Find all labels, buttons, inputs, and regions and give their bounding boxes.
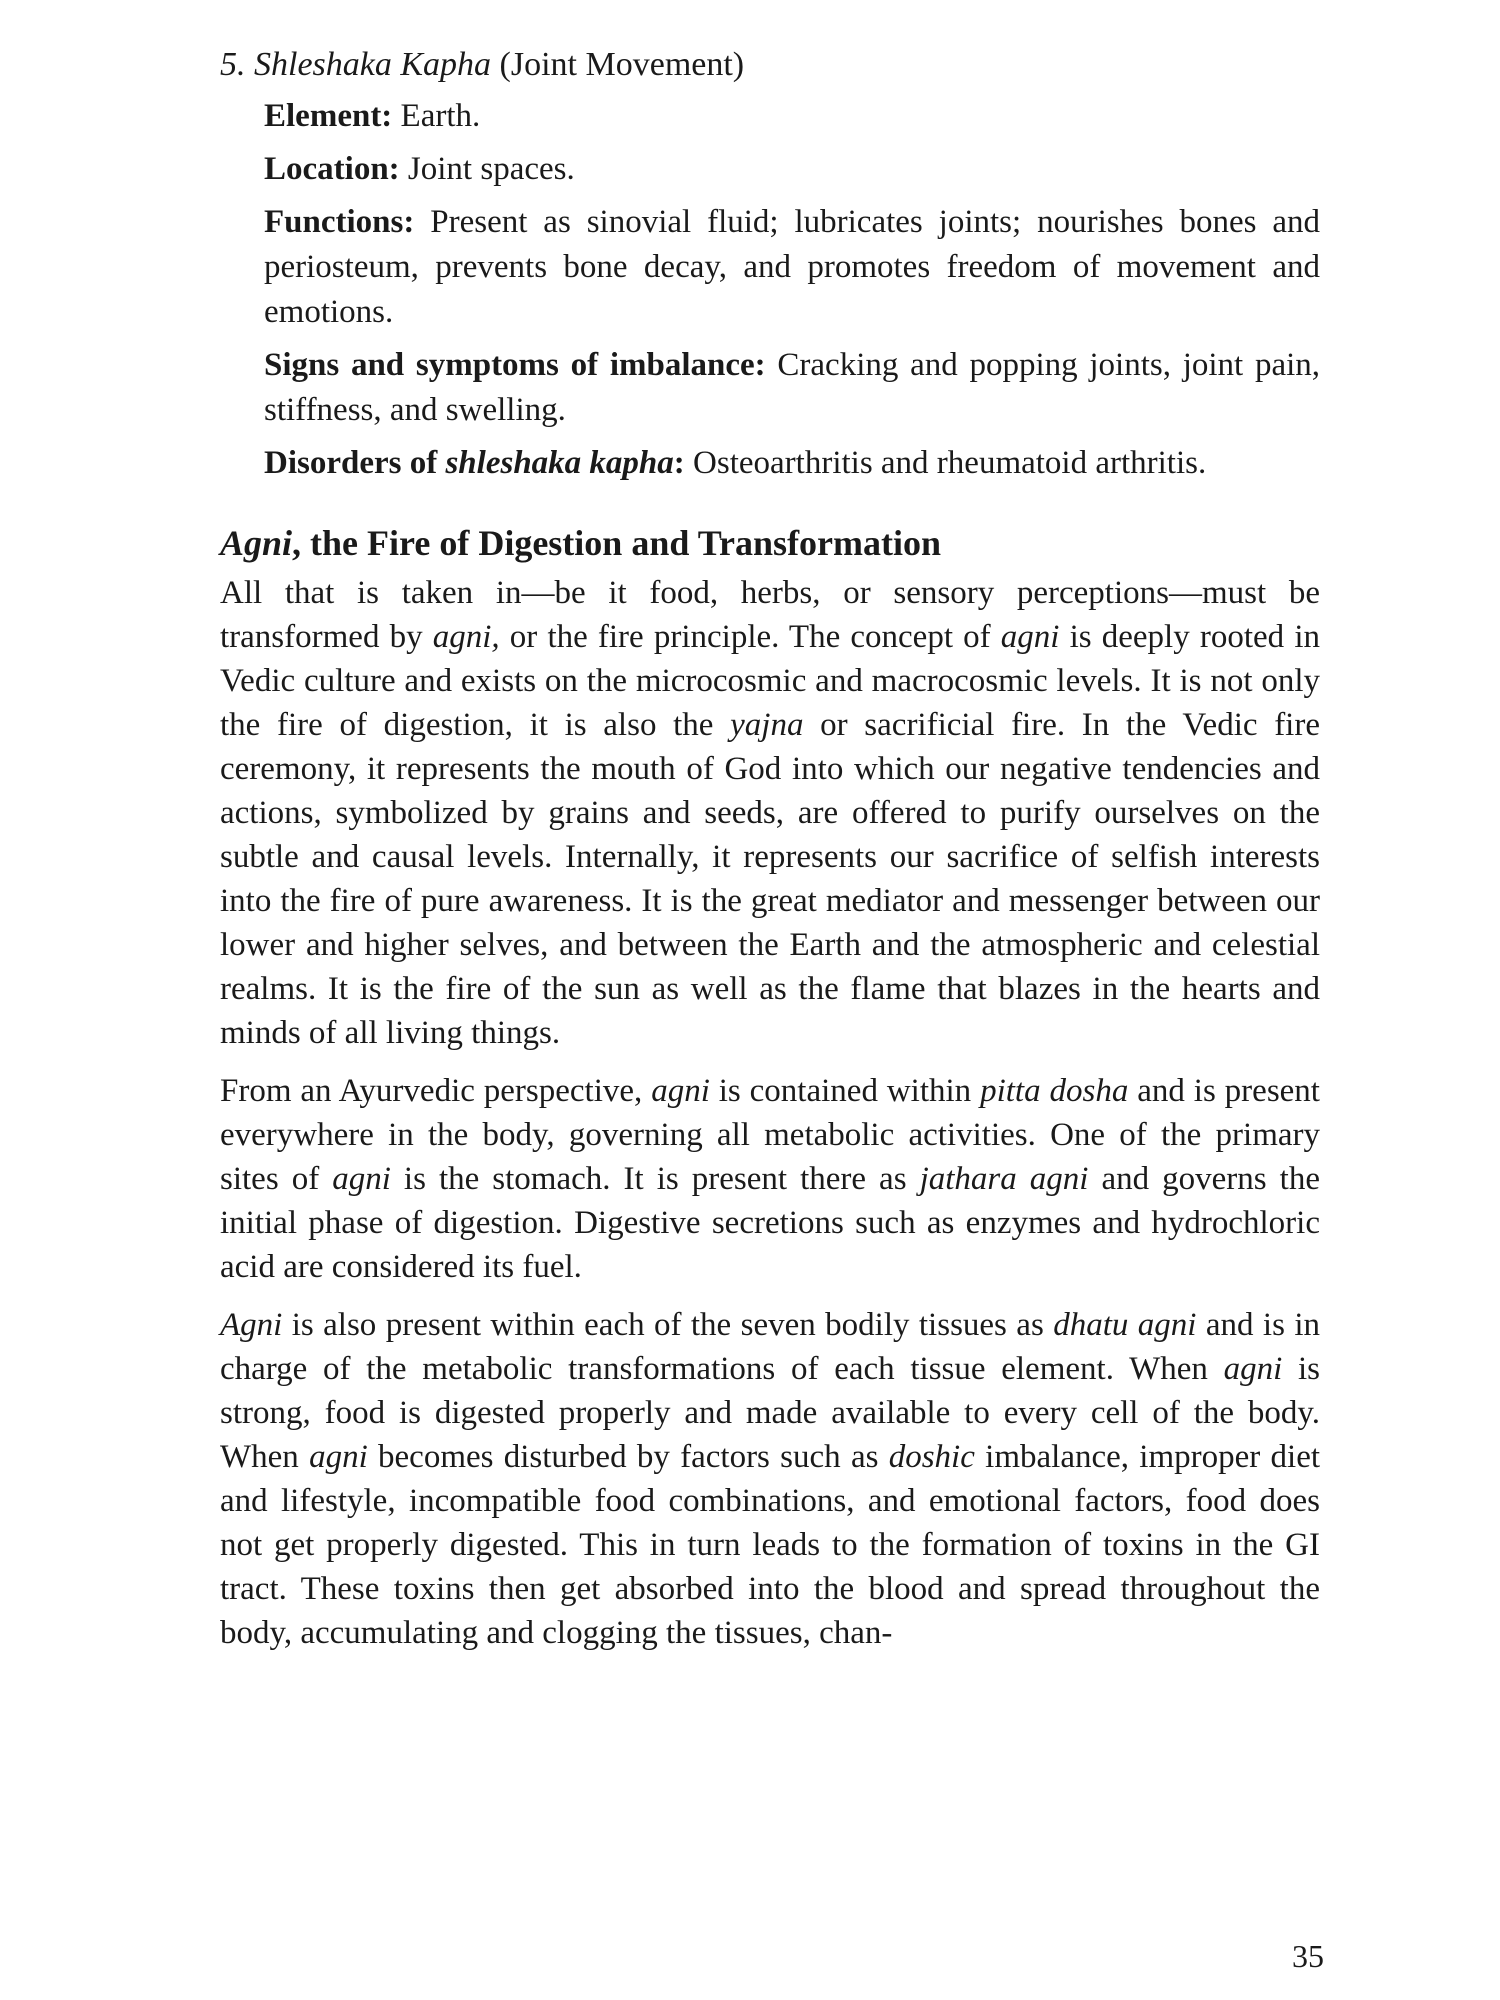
detail-label: Functions:	[264, 203, 415, 240]
page-number: 35	[1292, 1938, 1324, 1974]
paragraph-agni-intro: All that is taken in—be it food, herbs, or sensory perceptions—must be transformed by agni, or the fire principle. The concept of agni is deeply rooted in Vedic culture and exists on the microcosmic and macrocosmic levels. It is not only the fire of digestion, it is also the yajna or sacrificial fire. In the Vedic fire ceremony, it represents the mouth of God into which our negative tendencies and actions, symbolized by grains and seeds, are offered to purify ourselves on the subtle and causal levels. Internally, it represents our sacrifice of selfish interests into the fire of pure awareness. It is the great mediator and messenger between our lower and higher selves, and between the Earth and the atmospheric and celestial realms. It is the fire of the sun as well as the flame that blazes in the hearts and minds of all living things.	[220, 574, 1320, 1051]
detail-functions	[264, 200, 1320, 335]
detail-value: Joint spaces.	[399, 150, 575, 187]
section-subtitle: (Joint Movement)	[499, 46, 745, 83]
detail-value: Present as sinovial fluid; lubricates joints; nourishes bones and periosteum, prevents bone decay, and promotes freedom of movement and emotions.	[264, 203, 1320, 330]
section-heading	[220, 42, 1320, 88]
detail-value: Earth.	[392, 97, 481, 134]
detail-disorders	[264, 441, 1320, 486]
detail-element	[264, 94, 1320, 139]
detail-label: Element:	[264, 97, 393, 134]
detail-location	[264, 147, 1320, 192]
detail-value: Osteoarthritis and rheumatoid arthritis.	[684, 444, 1207, 481]
agni-heading: Agni, the Fire of Digestion and Transformation	[220, 522, 942, 563]
section-title: Shleshaka Kapha	[254, 46, 492, 83]
detail-signs	[264, 343, 1320, 433]
paragraph-ayurvedic-perspective: From an Ayurvedic perspective, agni is contained within pitta dosha and is present everywhere in the body, governing all metabolic activities. One of the primary sites of agni is the stomach. It is present there as jathara agni and governs the initial phase of digestion. Digestive secretions such as enzymes and hydrochloric acid are considered its fuel.	[220, 1072, 1320, 1285]
detail-label: Signs and symptoms of imbalance:	[264, 346, 766, 383]
paragraph-dhatu-agni: Agni is also present within each of the seven bodily tissues as dhatu agni and is in charge of the metabolic transformations of each tissue element. When agni is strong, food is digested properly and made available to every cell of the body. When agni becomes disturbed by factors such as doshic imbalance, improper diet and lifestyle, incompatible food combinations, and emotional factors, food does not get properly digested. This in turn leads to the formation of toxins in the GI tract. These toxins then get absorbed into the blood and spread throughout the body, accumulating and clogging the tissues, chan-	[220, 1306, 1321, 1651]
detail-label: Location:	[264, 150, 400, 187]
detail-label: Disorders of shleshaka kapha:	[264, 444, 685, 481]
section-number: 5.	[220, 46, 246, 83]
detail-value: Cracking and popping joints, joint pain, stiffness, and swelling.	[264, 346, 1321, 428]
page-content	[220, 42, 1320, 1669]
